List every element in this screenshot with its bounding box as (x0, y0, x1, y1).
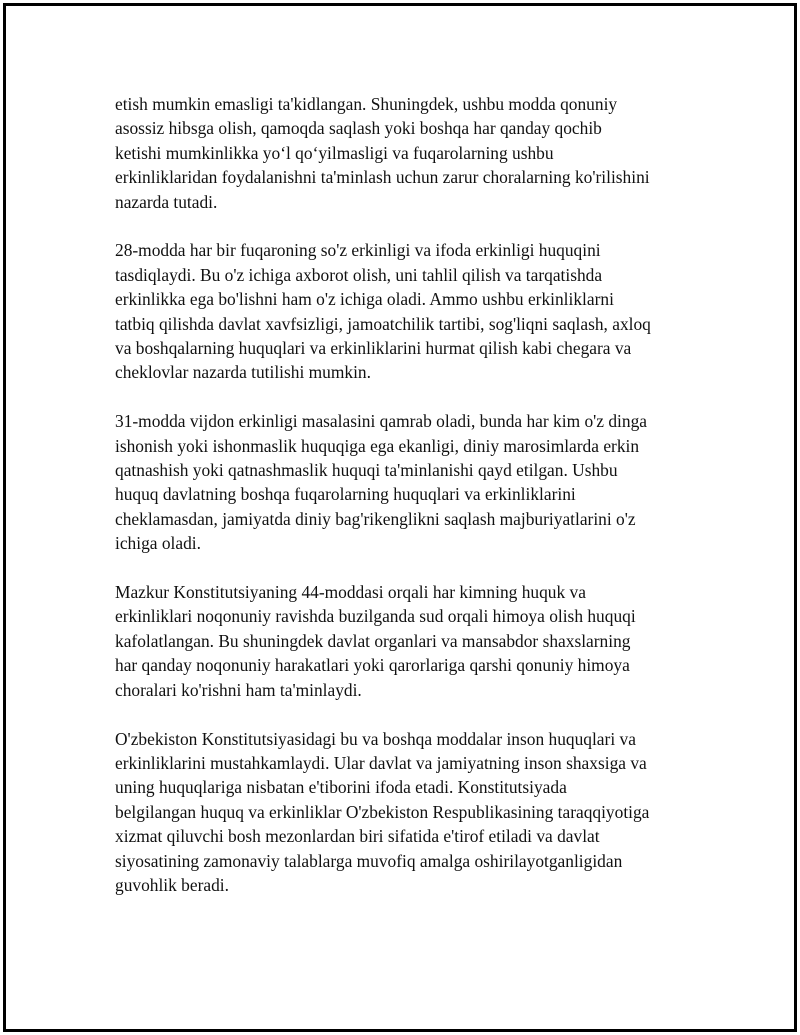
text-line: erkinlikka ega bo'lishni ham o'z ichiga oladi. Ammo ushbu erkinliklarni (115, 289, 614, 310)
text-line: belgilangan huquq va erkinliklar O'zbekiston Respublikasining taraqqiyotiga (115, 801, 650, 822)
text-line: erkinliklari noqonuniy ravishda buzilganda sud orqali himoya olish huquqi (115, 606, 636, 627)
text-line: tatbiq qilishda davlat xavfsizligi, jamoatchilik tartibi, sog'liqni saqlash, axloq (115, 313, 651, 334)
text-line: nazarda tutadi. (115, 191, 218, 212)
text-line: etish mumkin emasligi ta'kidlangan. Shuningdek, ushbu modda qonuniy (115, 94, 618, 114)
text-line: xizmat qiluvchi bosh mezonlardan biri sifatida e'tirof etiladi va davlat (115, 826, 600, 847)
text-line: ichiga oladi. (115, 533, 201, 554)
text-line: qatnashish yoki qatnashmaslik huquqi ta'minlanishi qayd etilgan. Ushbu (115, 460, 618, 481)
text-line: erkinliklaridan foydalanishni ta'minlash uchun zarur choralarning ko'rilishini (115, 167, 650, 188)
text-line: Mazkur Konstitutsiyaning 44-moddasi orqali har kimning huquk va (115, 582, 586, 603)
text-line: cheklamasdan, jamiyatda diniy bag'rikenglikni saqlash majburiyatlarini o'z (115, 508, 636, 529)
paragraph-5 (115, 727, 705, 898)
text-line: siyosatining zamonaviy talablarga muvofiq amalga oshirilayotganligidan (115, 850, 623, 871)
paragraph-4 (115, 580, 705, 702)
text-line: 31-modda vijdon erkinligi masalasini qamrab oladi, bunda har kim o'z dinga (115, 411, 647, 432)
text-line: asossiz hibsga olish, qamoqda saqlash yoki boshqa har qanday qochib (115, 118, 602, 139)
text-line: va boshqalarning huquqlari va erkinliklarini hurmat qilish kabi chegara va (115, 338, 632, 359)
text-line: huquq davlatning boshqa fuqarolarning huquqlari va erkinliklarini (115, 484, 576, 505)
text-line: 28-modda har bir fuqaroning so'z erkinligi va ifoda erkinligi huquqini (115, 240, 601, 261)
text-line: O'zbekiston Konstitutsiyasidagi bu va boshqa moddalar inson huquqlari va (115, 728, 636, 749)
text-line: choralari ko'rishni ham ta'minlaydi. (115, 679, 362, 700)
text-line: ishonish yoki ishonmaslik huquqiga ega ekanligi, diniy marosimlarda erkin (115, 435, 640, 456)
text-line: har qanday noqonuniy harakatlari yoki qarorlariga qarshi qonuniy himoya (115, 655, 630, 676)
text-line: tasdiqlaydi. Bu o'z ichiga axborot olish, uni tahlil qilish va tarqatishda (115, 264, 603, 285)
paragraph-3 (115, 409, 705, 555)
text-line: kafolatlangan. Bu shuningdek davlat organlari va mansabdor shaxslarning (115, 630, 631, 651)
paragraph-1 (115, 92, 705, 214)
document-body (115, 92, 705, 922)
text-line: guvohlik beradi. (115, 874, 229, 895)
text-line: uning huquqlariga nisbatan e'tiborini ifoda etadi. Konstitutsiyada (115, 777, 567, 798)
text-line: ketishi mumkinlikka yoʻl qoʻyilmasligi va fuqarolarning ushbu (115, 142, 554, 163)
paragraph-2 (115, 238, 705, 384)
text-line: erkinliklarini mustahkamlaydi. Ular davlat va jamiyatning inson shaxsiga va (115, 752, 647, 773)
text-line: cheklovlar nazarda tutilishi mumkin. (115, 362, 371, 383)
